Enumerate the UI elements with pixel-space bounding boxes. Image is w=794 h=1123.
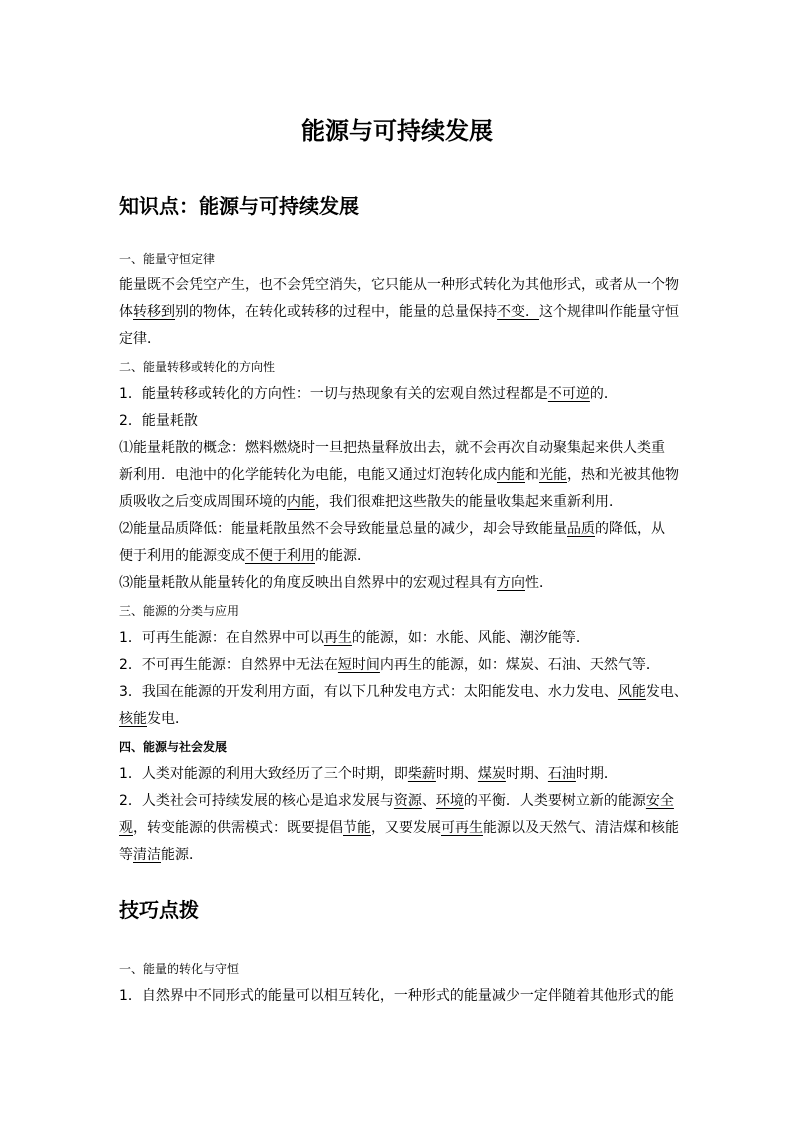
s2-b-line-1: ⑵能量品质降低：能量耗散虽然不会导致能量总量的减少，却会导致能量品质的降低，从 xyxy=(119,521,665,537)
s3-point-1: 1．可再生能源：在自然界中可以再生的能源，如：水能、风能、潮汐能等． xyxy=(119,630,590,646)
s2-a-line-3: 质吸收之后变成周围环境的内能，我们很难把这些散失的能量收集起来重新利用． xyxy=(119,494,623,510)
s4-point-2b: 观，转变能源的供需模式：既要提倡节能，又要发展可再生能源以及天然气、清洁煤和核能 xyxy=(119,820,679,836)
s4-point-2: 2．人类社会可持续发展的核心是追求发展与资源、环境的平衡．人类要树立新的能源安全 xyxy=(119,793,674,809)
tips-section-1-title: 一、能量的转化与守恒 xyxy=(119,962,240,976)
s2-a-line-1: ⑴能量耗散的概念：燃料燃烧时一旦把热量释放出去，就不会再次自动聚集起来供人类重 xyxy=(119,440,665,456)
s2-point-2: 2．能量耗散 xyxy=(119,413,198,429)
s1-line-2: 体转移到别的物体，在转化或转移的过程中，能量的总量保持不变．这个规律叫作能量守恒 xyxy=(119,304,679,320)
tips-point-1: 1．自然界中不同形式的能量可以相互转化，一种形式的能量减少一定伴随着其他形式的能 xyxy=(119,988,674,1004)
heading-tips: 技巧点拨 xyxy=(119,898,199,922)
s3-point-3b: 核能发电． xyxy=(119,711,189,727)
section-4-title: 四、能源与社会发展 xyxy=(119,740,228,754)
s2-b-line-2: 便于利用的能源变成不便于利用的能源． xyxy=(119,548,371,564)
s1-line-1: 能量既不会凭空产生，也不会凭空消失，它只能从一种形式转化为其他形式，或者从一个物 xyxy=(119,277,679,293)
s1-line-3: 定律． xyxy=(119,331,161,347)
s2-a-line-2: 新利用．电池中的化学能转化为电能，电能又通过灯泡转化成内能和光能，热和光被其他物 xyxy=(119,467,679,483)
s2-c-line-1: ⑶能量耗散从能量转化的角度反映出自然界中的宏观过程具有方向性． xyxy=(119,575,553,591)
page-title: 能源与可持续发展 xyxy=(301,117,493,145)
section-2-title: 二、能量转移或转化的方向性 xyxy=(119,360,276,374)
s2-point-1: 1．能量转移或转化的方向性：一切与热现象有关的宏观自然过程都是不可逆的． xyxy=(119,386,618,402)
s3-point-3: 3．我国在能源的开发利用方面，有以下几种发电方式：太阳能发电、水力发电、风能发电、 xyxy=(119,684,688,700)
heading-knowledge: 知识点：能源与可持续发展 xyxy=(119,194,359,218)
section-1-title: 一、能量守恒定律 xyxy=(119,252,216,266)
section-3-title: 三、能源的分类与应用 xyxy=(119,604,240,618)
s4-point-2c: 等清洁能源． xyxy=(119,847,203,863)
s4-point-1: 1．人类对能源的利用大致经历了三个时期，即柴薪时期、煤炭时期、石油时期． xyxy=(119,766,618,782)
s3-point-2: 2．不可再生能源：自然界中无法在短时间内再生的能源，如：煤炭、石油、天然气等． xyxy=(119,657,660,673)
